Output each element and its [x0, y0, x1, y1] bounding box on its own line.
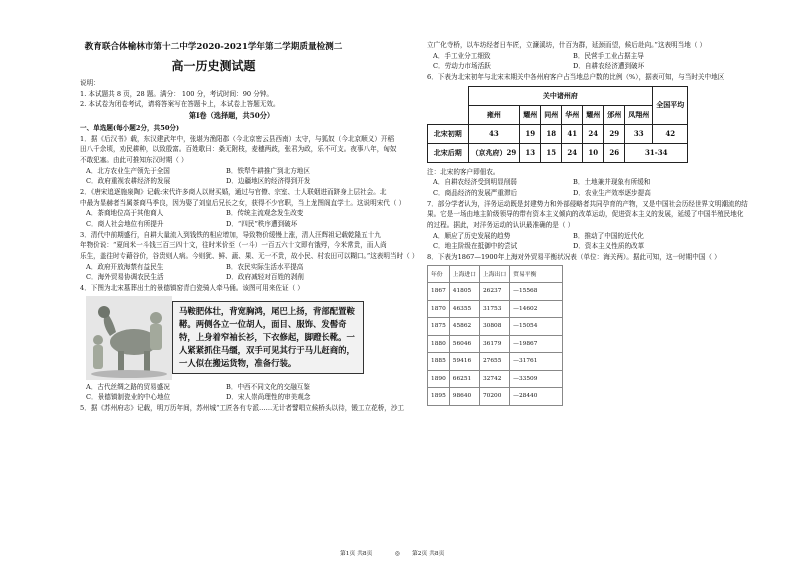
question-1 — [80, 134, 397, 187]
q1-line: 田八千余顷，劝民耕种，以致殷富。百姓歌曰：桑无附枝，麦穗两歧，张君为政，乐不可支。夜事八年，匈奴 — [80, 145, 397, 154]
question-2 — [80, 187, 406, 230]
table-row: 1875 45862 30808 —15054 — [428, 318, 563, 336]
q4-stem: 4．下图为北宋墓葬出土的景德镇窑青白瓷骑人牵马俑。该图可用来佐证（ ） — [80, 284, 304, 293]
q7-line: 果。它是一场由地主阶级领导的带有资本主义倾向的改革运动，促进资本主义的发展，延缓了中国半殖民地化 — [427, 210, 744, 219]
exam-title: 教育联合体榆林市第十二中学2020-2021学年第二学期质量检测二 — [84, 42, 343, 52]
table-row: 1895 98640 70200 —28440 — [428, 388, 563, 406]
q3-option-a: A．政府开放海禁有益民生 — [86, 262, 164, 271]
notes-heading: 说明： — [80, 79, 100, 87]
q6-option-c: C．商品经济的发展严重滞后 — [433, 189, 518, 198]
q5-stem-continued: 立广化寺桥，以车坊经者日车匠，立濂溪坊，什百为群，延颈而望，候后赴向。”这表明当地（ ） — [427, 41, 707, 49]
table-col-header: 雍州 — [468, 105, 520, 124]
part-heading: 第Ⅰ卷（选择题，共50分） — [188, 111, 275, 121]
table-row: 1870 46355 31753 —14602 — [428, 300, 563, 318]
table-row: 1880 56046 36179 —19867 — [428, 335, 563, 353]
porcelain-figurine-image — [86, 296, 172, 380]
page-number-left: 第1页 共8页 — [340, 551, 373, 557]
q6-stem: 6．下表为北宋初年与北宋末期关中各州府客户占当地总户数的比例（%），据表可知，与当时关中地区 — [427, 73, 725, 82]
q2-option-d: D．“四民”秩序遭到破坏 — [226, 220, 298, 229]
center-mark-icon: ◎ — [395, 551, 401, 557]
q1-option-a: A．北方农业生产领先于全国 — [86, 166, 170, 175]
q6-note: 注：北宋的客户即佃农。 — [427, 167, 500, 176]
table-row: 1890 66251 32742 —33509 — [428, 370, 563, 388]
q3-line: 乐生，盖往时专藉谷价，谷贵则人病。今则犹、鲜、蔬、果、无一不贵，故小民、村农田可以糊口。”这表明当时（ ） — [80, 252, 419, 261]
table-header-row: 年份 上海进口 上海出口 贸易平衡 — [428, 265, 563, 283]
table-col-header: 邠州 — [604, 105, 625, 124]
q1-line: 不敢犯塞。由此可推知东汉时期（ ） — [80, 156, 188, 165]
q5-option-c: C．劳动力市场活跃 — [433, 62, 491, 71]
q2-option-a: A．茶商地位高于其他商人 — [86, 209, 164, 218]
q2-option-b: B．传统主流观念发生改变 — [226, 209, 304, 218]
table-col-header: 华州 — [562, 105, 583, 124]
q7-option-c: C．地主阶级在抵御中的尝试 — [433, 242, 518, 251]
page-number-right: 第2页 共8页 — [412, 551, 445, 557]
q4-figure — [86, 296, 383, 380]
table-col-header: 耀州 — [583, 105, 604, 124]
question-4 — [80, 283, 383, 403]
question-7 — [427, 199, 774, 252]
q7-line: 7．部分学者认为，洋务运动既是封建势力和外部侵略者共同孕育的产物，又是中国社会历经世界文明潮流的结 — [427, 199, 748, 208]
right-page — [397, 0, 794, 561]
table-row: 北宋后期 （京兆府）29 13 15 24 10 26 31-34 — [428, 143, 688, 162]
section-heading: 一、单选题(每小题2分，共50分) — [80, 124, 180, 133]
q5-option-d: D．自耕农经济遭到破坏 — [573, 62, 645, 71]
table-col-header: 凤翔州 — [625, 105, 653, 124]
q4-option-a: A．古代丝绸之路的贸易盛况 — [86, 382, 170, 391]
table-col-header: 同州 — [541, 105, 562, 124]
q1-option-b: B．铁犁牛耕推广到北方地区 — [226, 166, 310, 175]
q2-line: 中最为显赫者当属茶商马季良，因为娶了刘皇后兄长之女，获得不少官职，当上龙图阁直学士。这说明宋代（ ） — [80, 198, 406, 207]
q3-option-c: C．海外贸易协调农民生活 — [86, 273, 164, 282]
q6-option-d: D．农业生产效率逐步提高 — [573, 189, 651, 198]
q7-option-d: D．资本主义性质的改革 — [573, 242, 645, 251]
q2-option-c: C．商人社会地位有所提升 — [86, 220, 164, 229]
note-1: 1. 本试题共 8 页，28 题。满分： 100 分，考试时间：90 分钟。 — [80, 89, 273, 98]
exam-subtitle: 高一历史测试题 — [171, 59, 256, 73]
q6-option-a: A．自耕农经济受到明显削弱 — [433, 178, 517, 187]
table-group-header: 关中诸州府 — [468, 86, 653, 105]
table-row: 北宋初期 43 19 18 41 24 29 33 42 — [428, 124, 688, 143]
q5-option-a: A．手工业分工细致 — [433, 51, 491, 60]
q3-line: 年物价说：“夏间米一斗钱三百三四十文，往时米价至（一斗）一百五六十文即有饿殍，今米常贵，而人尚 — [80, 241, 387, 250]
q1-option-c: C．政府重视农耕经济的发展 — [86, 177, 171, 186]
q4-option-b: B．中西不同文化的交融互鉴 — [226, 382, 310, 391]
q7-option-b: B．推动了中国的近代化 — [573, 231, 644, 240]
table-row: 1867 41805 26237 —15568 — [428, 283, 563, 301]
q6-tenant-ratio-table — [427, 86, 688, 163]
q3-option-d: D．政府减轻对百姓的剥削 — [226, 273, 304, 282]
q3-option-b: B．农民实际生活水平提高 — [226, 262, 304, 271]
q7-line: 的过程。据此，对洋务运动的认识最准确的是（ ） — [427, 221, 575, 230]
q4-option-c: C．景德镇制瓷业的中心地位 — [86, 393, 171, 402]
q2-line: 2．《唐宋追逐施泉陶》记载:宋代许多商人以财买婚，通过与官僚、宗室、士人联姻进而跻身上层社会。北 — [80, 188, 387, 197]
q5-stem: 5．据《苏州府志》记载，明万历年间，苏州城“工匠各有专派……无计者譬唱立候桥头以待，锻工立花桥，沙工 — [80, 404, 405, 413]
q3-line: 3．清代中前期盛行，自耕大量流入到钱铁的相应增加，导致物价缓慢上涨，清人汪辉祖记载乾隆五十九 — [80, 230, 381, 239]
q8-stem: 8．下表为1867—1900年上海对外贸易平衡状况表（单位：海关两）。据此可知，这一时期中国（ ） — [427, 253, 721, 262]
note-2: 2. 本试卷为闭卷考试，请将答案写在答题卡上，本试卷上答题无效。 — [80, 100, 280, 109]
q4-description-box: 马鞍肥体壮，背宽胸鸿，尾巴上扬，背部配置鞍鞯。两侧各立一位胡人，面目、服饰、发髻奇特，上身着窄袖长衫，下衣修起，脚蹬长靴。一人紧紧抓住马缰，双手可见其行于马儿赶商的，一人似在搬运货物，准备行装。 — [172, 301, 364, 374]
table-col-header: 耀州 — [520, 105, 541, 124]
table-avg-header: 全国平均 — [653, 86, 688, 124]
q7-option-a: A．顺应了历史发展的趋势 — [433, 231, 511, 240]
q5-option-b: B．民营手工业占据主导 — [573, 51, 644, 60]
q4-option-d: D．宋人崇尚理性的审美观念 — [226, 393, 311, 402]
q1-option-d: D．边疆地区的经济得到开发 — [226, 177, 311, 186]
q1-line: 1．据《后汉书》载，东汉建武年中，张堪为渔阳郡（今北京密云县西南）太守，与狐奴（今北京顺义）开稻 — [80, 134, 395, 143]
question-3 — [80, 230, 419, 283]
q6-option-b: B．土地兼并现象有所缓和 — [573, 178, 651, 187]
q8-trade-table — [427, 265, 563, 406]
table-row: 1885 59416 27655 —31761 — [428, 353, 563, 371]
